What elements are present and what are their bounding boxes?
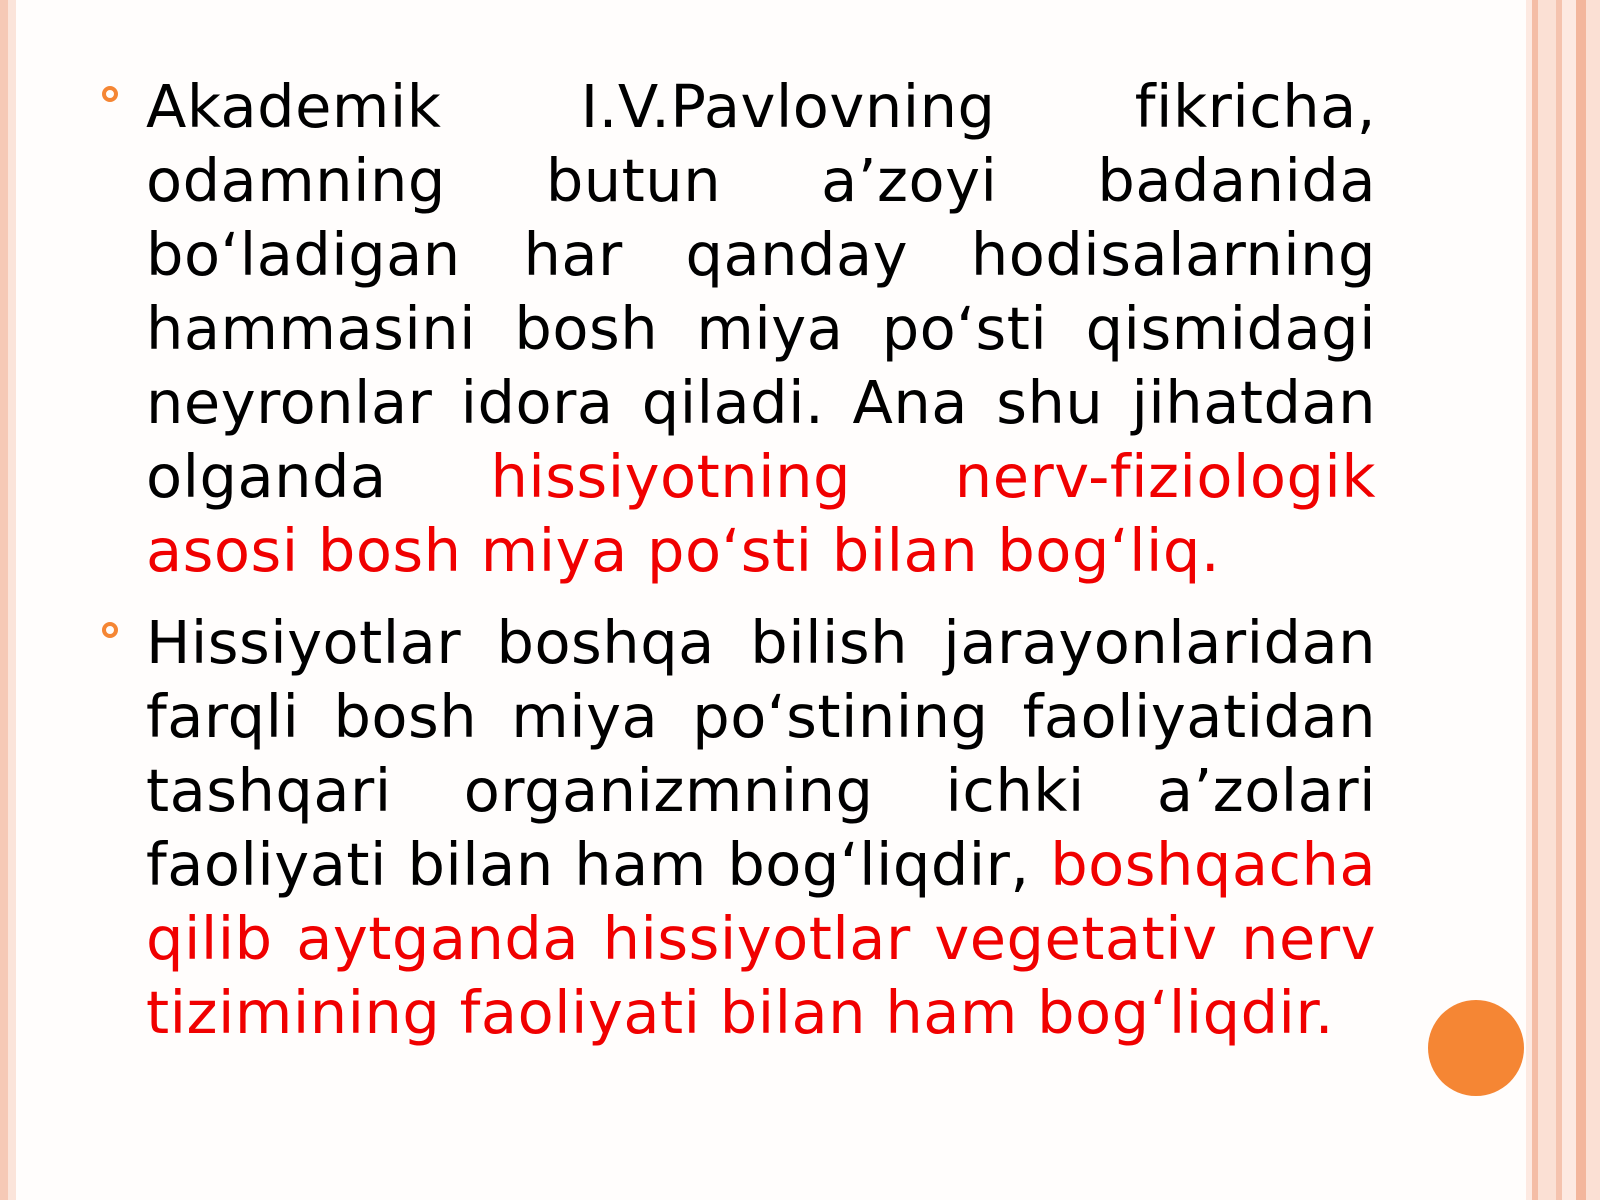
bullet-circle-icon — [102, 86, 118, 102]
bullet-text-highlight: hissiyotning nerv-fiziologik asosi bosh miya po‘sti bilan bog‘liq. — [146, 442, 1376, 585]
bullet-item-2 — [96, 606, 1376, 1050]
bullet-text-normal: Hissiyotlar boshqa bilish jarayonlaridan farqli bosh miya po‘stining faoliyatidan tashqari organizmning ichki a’zolari faoliyati bilan ham bog‘liqdir, — [146, 608, 1376, 899]
bullet-text-highlight: boshqacha qilib aytganda hissiyotlar vegetativ nerv tizimining faoliyati bilan ham bog‘liqdir. — [146, 830, 1376, 1047]
bullet-text-normal: Akademik I.V.Pavlovning fikricha, odamning butun a’zoyi badanida bo‘ladigan har qanday hodisalarning hammasini bosh miya po‘sti qismidagi neyronlar idora qiladi. Ana shu jihatdan olganda — [146, 72, 1376, 511]
bullet-text-2 — [146, 606, 1376, 1050]
orange-circle-decoration — [1428, 1000, 1524, 1096]
bullet-text-1 — [146, 70, 1376, 588]
slide-content — [96, 70, 1376, 1068]
left-decorative-border — [0, 0, 16, 1200]
bullet-item-1 — [96, 70, 1376, 588]
bullet-circle-icon — [102, 622, 118, 638]
right-decorative-border — [1526, 0, 1600, 1200]
